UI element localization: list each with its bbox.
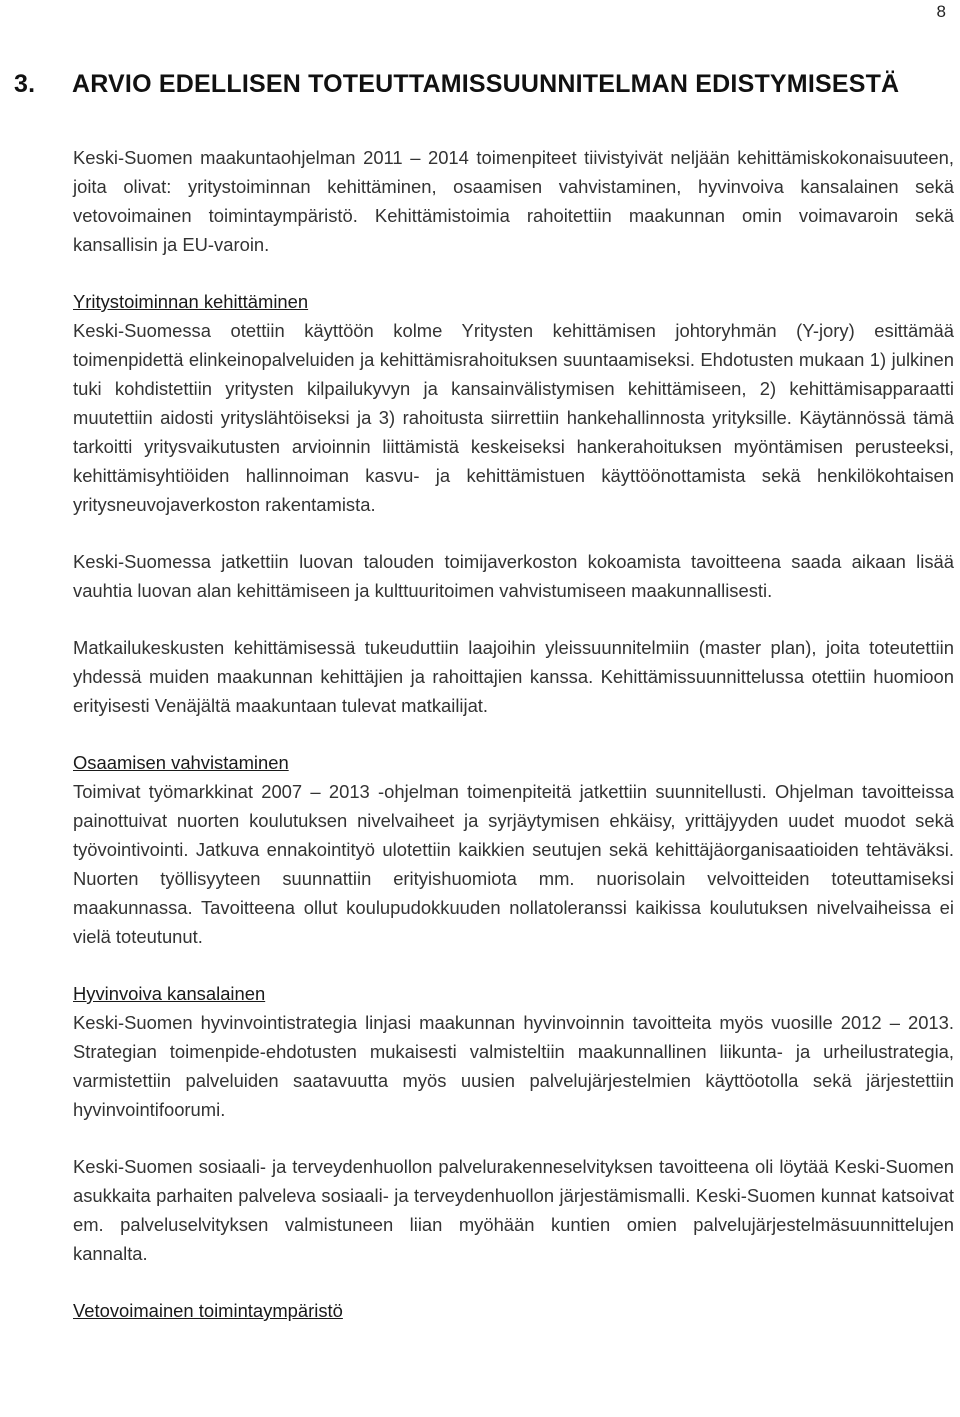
document-body [73, 143, 954, 1353]
chapter-number: 3. [14, 70, 36, 98]
section-heading-competence: Osaamisen vahvistaminen [73, 752, 289, 773]
section-competence [73, 748, 954, 951]
section-heading-wellbeing: Hyvinvoiva kansalainen [73, 983, 266, 1004]
business-paragraph-1: Keski-Suomessa otettiin käyttöön kolme Yritysten kehittämisen johtoryhmän (Y-jory) esittämää toimenpidettä elinkeinopalveluiden ja kehittämisrahoituksen suuntaamiseksi. Ehdotusten mukaan 1) julkinen tuki kohdistettiin yritysten kilpailukyvyn ja kansainvälistymisen kehittämiseen, 2) kehittämisapparaatti muutettiin aidosti yrityslähtöiseksi ja 3) rahoitusta siirrettiin hankehallinnosta yrityksille. Käytännössä tämä tarkoitti yritysvaikutusten arvioinnin liittämistä keskeiseksi hankerahoituksen myöntämisen perusteeksi, kehittämisyhtiöiden hallinnoiman kasvu- ja kehittämistuen käyttöönottamista sekä henkilökohtaisen yritysneuvojaverkoston rakentamista. [73, 320, 954, 515]
section-heading-business: Yritystoiminnan kehittäminen [73, 291, 309, 312]
section-business [73, 287, 954, 519]
chapter-heading [14, 70, 940, 99]
section-attractive [73, 1296, 954, 1325]
competence-paragraph-1: Toimivat työmarkkinat 2007 – 2013 -ohjelman toimenpiteitä jatkettiin suunnitellusti. Ohjelman tavoitteissa painottuivat nuorten koulutuksen nivelvaiheet ja syrjäytymisen ehkäisy, yrittäjyyden uudet muodot sekä työvointivointi. Jatkuva ennakointityö ulotettiin kaikkien seutujen sekä kehittäjäorganisaatioiden tehtäväksi. Nuorten työllisyyteen suunnattiin erityishuomiota mm. nuorisolain velvoitteiden toteuttamiseksi maakunnassa. Tavoitteena ollut koulupudokkuuden nollatoleranssi kaikissa koulutuksen nivelvaiheissa ei vielä toteutunut. [73, 781, 954, 947]
wellbeing-paragraph-1: Keski-Suomen hyvinvointistrategia linjasi maakunnan hyvinvoinnin tavoitteita myös vuosille 2012 – 2013. Strategian toimenpide-ehdotusten mukaisesti valmisteltiin maakunnallinen liikunta- ja urheilustrategia, varmistettiin palveluiden saatavuutta myös uusien palvelujärjestelmien käyttöotolla sekä järjestettiin hyvinvointifoorumi. [73, 1012, 954, 1120]
chapter-title: ARVIO EDELLISEN TOTEUTTAMISSUUNNITELMAN EDISTYMISESTÄ [72, 70, 900, 98]
section-heading-attractive: Vetovoimainen toimintaympäristö [73, 1300, 343, 1321]
intro-paragraph: Keski-Suomen maakuntaohjelman 2011 – 2014 toimenpiteet tiivistyivät neljään kehittämiskokonaisuuteen, joita olivat: yritystoiminnan kehittäminen, osaamisen vahvistaminen, hyvinvoiva kansalainen sekä vetovoimainen toimintaympäristö. Kehittämistoimia rahoitettiin maakunnan omin voimavaroin sekä kansallisin ja EU-varoin. [73, 147, 954, 255]
business-paragraph-3: Matkailukeskusten kehittämisessä tukeuduttiin laajoihin yleissuunnitelmiin (master plan), joita toteutettiin yhdessä muiden maakunnan kehittäjien ja rahoittajien kanssa. Kehittämissuunnittelussa otettiin huomioon erityisesti Venäjältä maakuntaan tulevat matkailijat. [73, 637, 954, 716]
page-number: 8 [936, 2, 946, 21]
business-paragraph-2: Keski-Suomessa jatkettiin luovan talouden toimijaverkoston kokoamista tavoitteena saada aikaan lisää vauhtia luovan alan kehittämiseen ja kulttuuritoimen vahvistumiseen maakunnallisesti. [73, 551, 954, 601]
wellbeing-paragraph-2: Keski-Suomen sosiaali- ja terveydenhuollon palvelurakenneselvityksen tavoitteena oli löytää Keski-Suomen asukkaita parhaiten palveleva sosiaali- ja terveydenhuollon järjestämismalli. Keski-Suomen kunnat katsoivat em. palveluselvityksen valmistuneen liian myöhään kuntien omien palvelujärjestelmäsuunnittelujen kannalta. [73, 1156, 954, 1264]
section-wellbeing [73, 979, 954, 1124]
